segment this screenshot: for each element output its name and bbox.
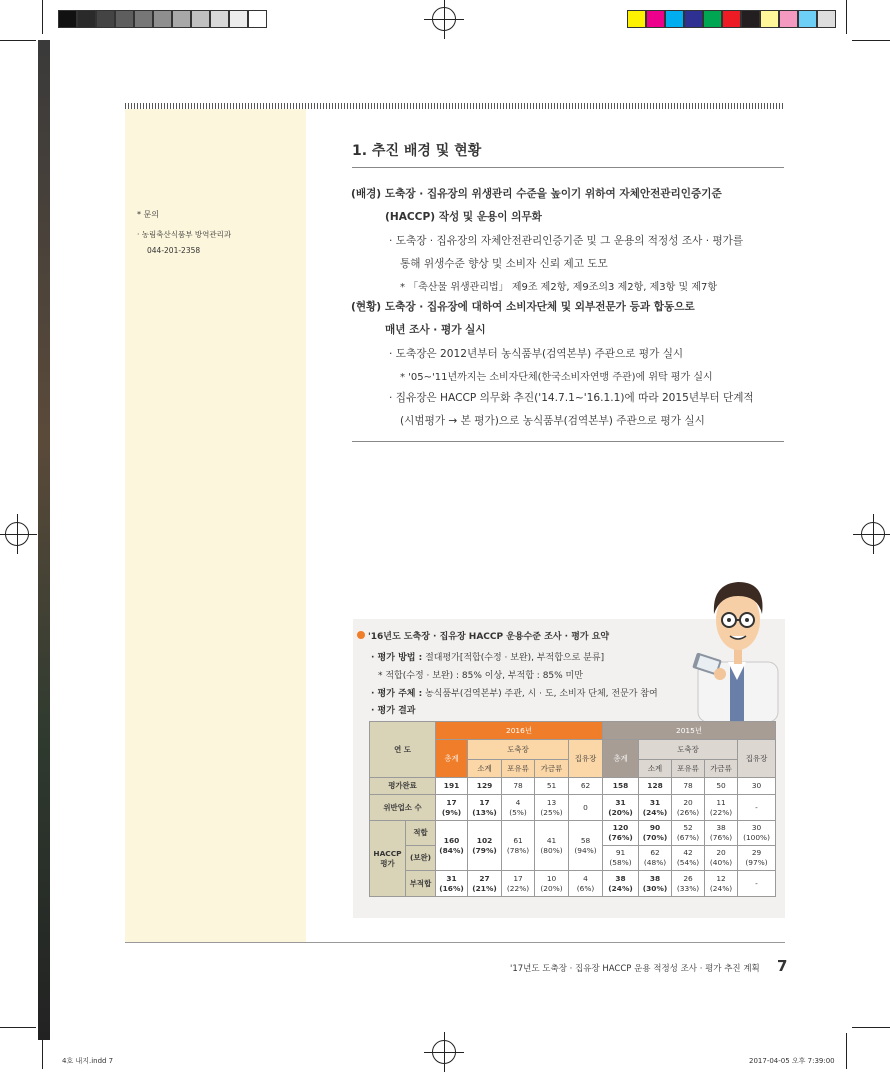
fix-label: (보완): [406, 846, 436, 871]
bullet-1-line-2: 통해 위생수준 향상 및 소비자 신뢰 제고 도모: [400, 258, 608, 270]
method-value: 절대평가[적합(수정 · 보완), 부적합으로 분류]: [425, 653, 605, 663]
table-row: [370, 871, 776, 897]
bullet-3-line-1: · 집유장은 HACCP 의무화 추진('14.7.1~'16.1.1)에 따라 2015년부터 단계적: [389, 392, 754, 404]
milk-2016-header: 집유장: [569, 740, 603, 778]
table-cell: 38 (24%): [603, 871, 639, 897]
table-cell: 20 (40%): [705, 846, 738, 871]
subject-label: · 평가 주체 :: [371, 689, 423, 699]
table-cell: 158: [603, 778, 639, 795]
subject-value: 농식품부(검역본부) 주관, 시 · 도, 소비자 단체, 전문가 참여: [425, 689, 658, 699]
mammal-2015-header: 포유류: [672, 760, 705, 778]
table-cell: 120 (76%): [603, 821, 639, 846]
table-cell: 91 (58%): [603, 846, 639, 871]
table-cell: 29 (97%): [738, 846, 776, 871]
table-cell: -: [738, 795, 776, 821]
status-line: 도축장 · 집유장에 대하여 소비자단체 및 외부전문가 등과 합동으로: [384, 301, 695, 313]
fit-label: 적합: [406, 821, 436, 846]
table-cell: 52 (67%): [672, 821, 705, 846]
poultry-2016-header: 가금류: [535, 760, 569, 778]
slaughter-2015-header: 도축장: [639, 740, 738, 760]
bullet-2: · 도축장은 2012년부터 농식품부(검역본부) 주관으로 평가 실시: [389, 348, 684, 360]
table-cell: 129: [468, 778, 502, 795]
table-cell: 4 (6%): [569, 871, 603, 897]
table-cell: 61 (78%): [502, 821, 535, 871]
table-cell: 38 (30%): [639, 871, 672, 897]
sub-2015-header: 소계: [639, 760, 672, 778]
total-2015-header: 총계: [603, 740, 639, 778]
row-label: 위반업소 수: [370, 795, 436, 821]
row-label: 평가완료: [370, 778, 436, 795]
table-cell: 27 (21%): [468, 871, 502, 897]
sidebar-title: * 문의: [137, 210, 159, 219]
background-paragraph: [351, 186, 722, 201]
table-cell: 17 (13%): [468, 795, 502, 821]
slaughter-2016-header: 도축장: [468, 740, 569, 760]
registration-mark-left: [5, 522, 29, 546]
doctor-illustration: [690, 562, 786, 722]
table-cell: 62 (48%): [639, 846, 672, 871]
page-number: 7: [777, 957, 788, 975]
table-cell: 12 (24%): [705, 871, 738, 897]
table-cell: 90 (70%): [639, 821, 672, 846]
slug-left: 4호 내지.indd 7: [62, 1057, 114, 1065]
bullet-1-line-1: · 도축장 · 집유장의 자체안전관리인증기준 및 그 운용의 적정성 조사 · 평가를: [389, 235, 744, 247]
year-2016-header: 2016년: [436, 722, 603, 740]
table-cell: 13 (25%): [535, 795, 569, 821]
method-label: · 평가 방법 :: [371, 653, 423, 663]
slug-right: 2017-04-05 오후 7:39:00: [749, 1057, 835, 1065]
background-line: 도축장 · 집유장의 위생관리 수준을 높이기 위하여 자체안전관리인증기준: [384, 188, 722, 200]
table-cell: 58 (94%): [569, 821, 603, 871]
status-label: (현황): [351, 301, 382, 313]
table-cell: 31 (24%): [639, 795, 672, 821]
registration-mark-bottom: [432, 1040, 456, 1064]
table-cell: 31 (16%): [436, 871, 468, 897]
note-2: * '05~'11년까지는 소비자단체(한국소비자연맹 주관)에 위탁 평가 실시: [400, 372, 713, 383]
unfit-label: 부적합: [406, 871, 436, 897]
registration-mark-top: [432, 7, 456, 31]
background-label: (배경): [351, 188, 382, 200]
milk-2015-header: 집유장: [738, 740, 776, 778]
section-heading: 1. 추진 배경 및 현황: [352, 143, 482, 159]
table-cell: 38 (76%): [705, 821, 738, 846]
background-line-2: (HACCP) 작성 및 운용이 의무화: [385, 211, 542, 223]
summary-method: [371, 650, 604, 663]
table-row: [370, 778, 776, 795]
table-cell: 4 (5%): [502, 795, 535, 821]
table-cell: 191: [436, 778, 468, 795]
heading-rule: [352, 167, 784, 168]
sidebar-dept: · 농림축산식품부 방역관리과: [137, 230, 232, 239]
table-cell: 62: [569, 778, 603, 795]
table-cell: 78: [502, 778, 535, 795]
table-cell: 11 (22%): [705, 795, 738, 821]
registration-mark-right: [861, 522, 885, 546]
footer-text: '17년도 도축장 · 집유장 HACCP 운용 적정성 조사 · 평가 추진 계획: [510, 964, 760, 974]
summary-result-label: · 평가 결과: [371, 706, 416, 716]
left-photo-strip: [38, 40, 50, 1040]
table-cell: 30: [738, 778, 776, 795]
results-table: [369, 721, 776, 897]
table-cell: 102 (79%): [468, 821, 502, 871]
table-cell: 31 (20%): [603, 795, 639, 821]
table-cell: 10 (20%): [535, 871, 569, 897]
table-cell: 50: [705, 778, 738, 795]
mammal-2016-header: 포유류: [502, 760, 535, 778]
sidebar-phone: 044-201-2358: [147, 246, 201, 255]
summary-method-note: * 적합(수정 · 보완) : 85% 이상, 부적합 : 85% 미만: [378, 671, 583, 681]
table-cell: 20 (26%): [672, 795, 705, 821]
year-header: 연 도: [370, 722, 436, 778]
table-cell: 41 (80%): [535, 821, 569, 871]
footer-line: [125, 942, 785, 943]
status-paragraph: [351, 299, 695, 314]
haccp-label: HACCP 평가: [370, 821, 406, 897]
total-2016-header: 총계: [436, 740, 468, 778]
table-row: [370, 821, 776, 846]
status-line-2: 매년 조사 · 평가 실시: [385, 324, 486, 336]
table-cell: 51: [535, 778, 569, 795]
table-cell: -: [738, 871, 776, 897]
table-cell: 17 (22%): [502, 871, 535, 897]
bullet-3-line-2: (시범평가 → 본 평가)으로 농식품부(검역본부) 주관으로 평가 실시: [400, 415, 705, 427]
summary-title: '16년도 도축장 · 집유장 HACCP 운용수준 조사 · 평가 요약: [368, 632, 610, 642]
table-cell: 128: [639, 778, 672, 795]
summary-bullet-icon: [357, 631, 365, 639]
note-1: * 「축산물 위생관리법」 제9조 제2항, 제9조의3 제2항, 제3항 및 제7항: [400, 282, 718, 293]
table-cell: 26 (33%): [672, 871, 705, 897]
sub-2016-header: 소계: [468, 760, 502, 778]
table-cell: 42 (54%): [672, 846, 705, 871]
year-2015-header: 2015년: [603, 722, 776, 740]
poultry-2015-header: 가금류: [705, 760, 738, 778]
table-cell: 78: [672, 778, 705, 795]
section-end-rule: [352, 441, 784, 442]
table-cell: 0: [569, 795, 603, 821]
table-cell: 160 (84%): [436, 821, 468, 871]
table-cell: 30 (100%): [738, 821, 776, 846]
table-row: [370, 795, 776, 821]
summary-subject: [371, 686, 658, 699]
table-cell: 17 (9%): [436, 795, 468, 821]
